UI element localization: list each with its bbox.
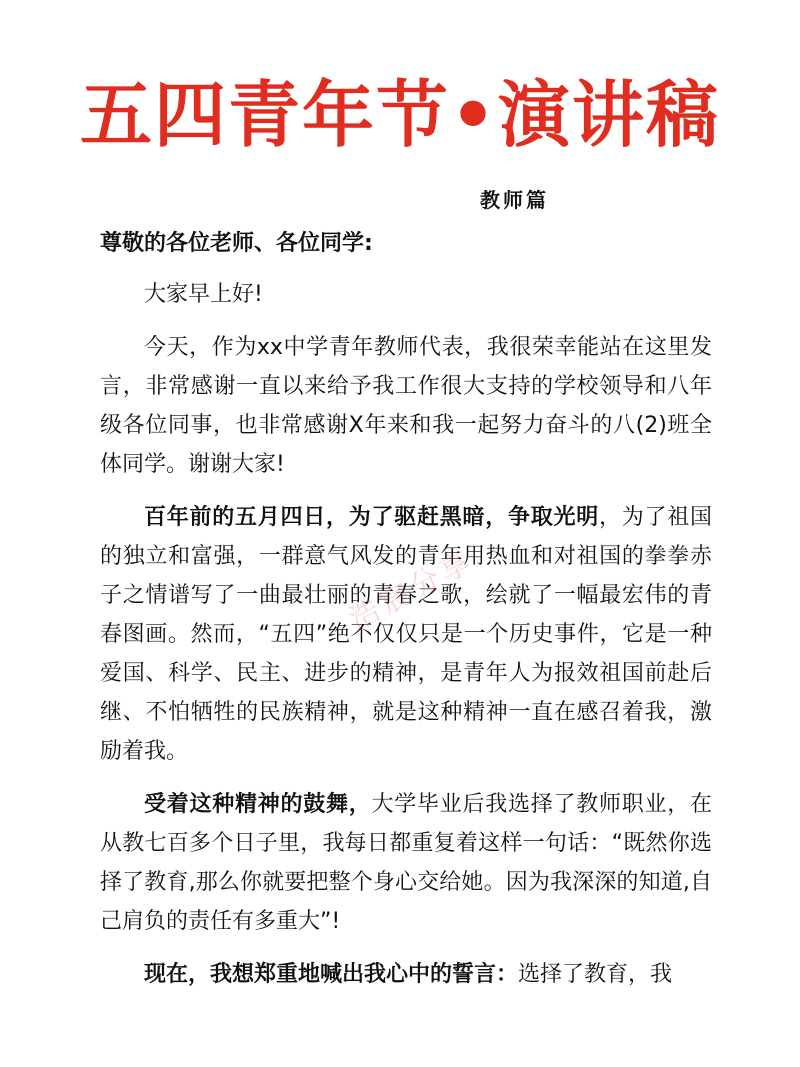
- paragraph-1: [100, 328, 712, 484]
- paragraph-3-lead: 受着这种精神的鼓舞，: [144, 792, 372, 817]
- greeting: 大家早上好!: [144, 282, 263, 307]
- salutation: 尊敬的各位老师、各位同学:: [100, 231, 373, 256]
- watermark-text: 浩宸分享: [343, 543, 481, 638]
- paragraph-1-text: 今天，作为xx中学青年教师代表，我很荣幸能站在这里发言，非常感谢一直以来给予我工作很大支持的学校领导和八年级各位同事，也非常感谢X年来和我一起努力奋斗的八(2)班全体同学。谢谢大家!: [100, 335, 712, 477]
- paragraph-2-lead: 百年前的五月四日，为了驱赶黑暗，争取光明: [144, 505, 599, 530]
- paragraph-3: [100, 785, 712, 941]
- paragraph-2: [100, 498, 712, 771]
- paragraph-3-text: 大学毕业后我选择了教师职业，在从教七百多个日子里，我每日都重复着这样一句话：“既然你选择了教育,那么你就要把整个身心交给她。因为我深深的知道,自己肩负的责任有多重大”!: [100, 792, 712, 934]
- paragraph-4: [100, 955, 712, 994]
- speech-body: [100, 224, 712, 1008]
- paragraph-2-text: ，为了祖国的独立和富强，一群意气风发的青年用热血和对祖国的拳拳赤子之情谱写了一曲最壮丽的青春之歌，绘就了一幅最宏伟的青春图画。然而，“五四”绝不仅仅只是一个历史事件，它是一种爱国、科学、民主、进步的精神，是青年人为报效祖国前赴后继、不怕牺牲的民族精神，就是这种精神一直在感召着我，激励着我。: [100, 505, 712, 764]
- paragraph-4-lead: 现在，我想郑重地喊出我心中的誓言：: [144, 962, 519, 987]
- paragraph-4-text: 选择了教育，我: [518, 962, 673, 987]
- document-title: 五四青年节•演讲稿: [79, 73, 721, 157]
- document-subtitle: 教师篇: [480, 188, 549, 212]
